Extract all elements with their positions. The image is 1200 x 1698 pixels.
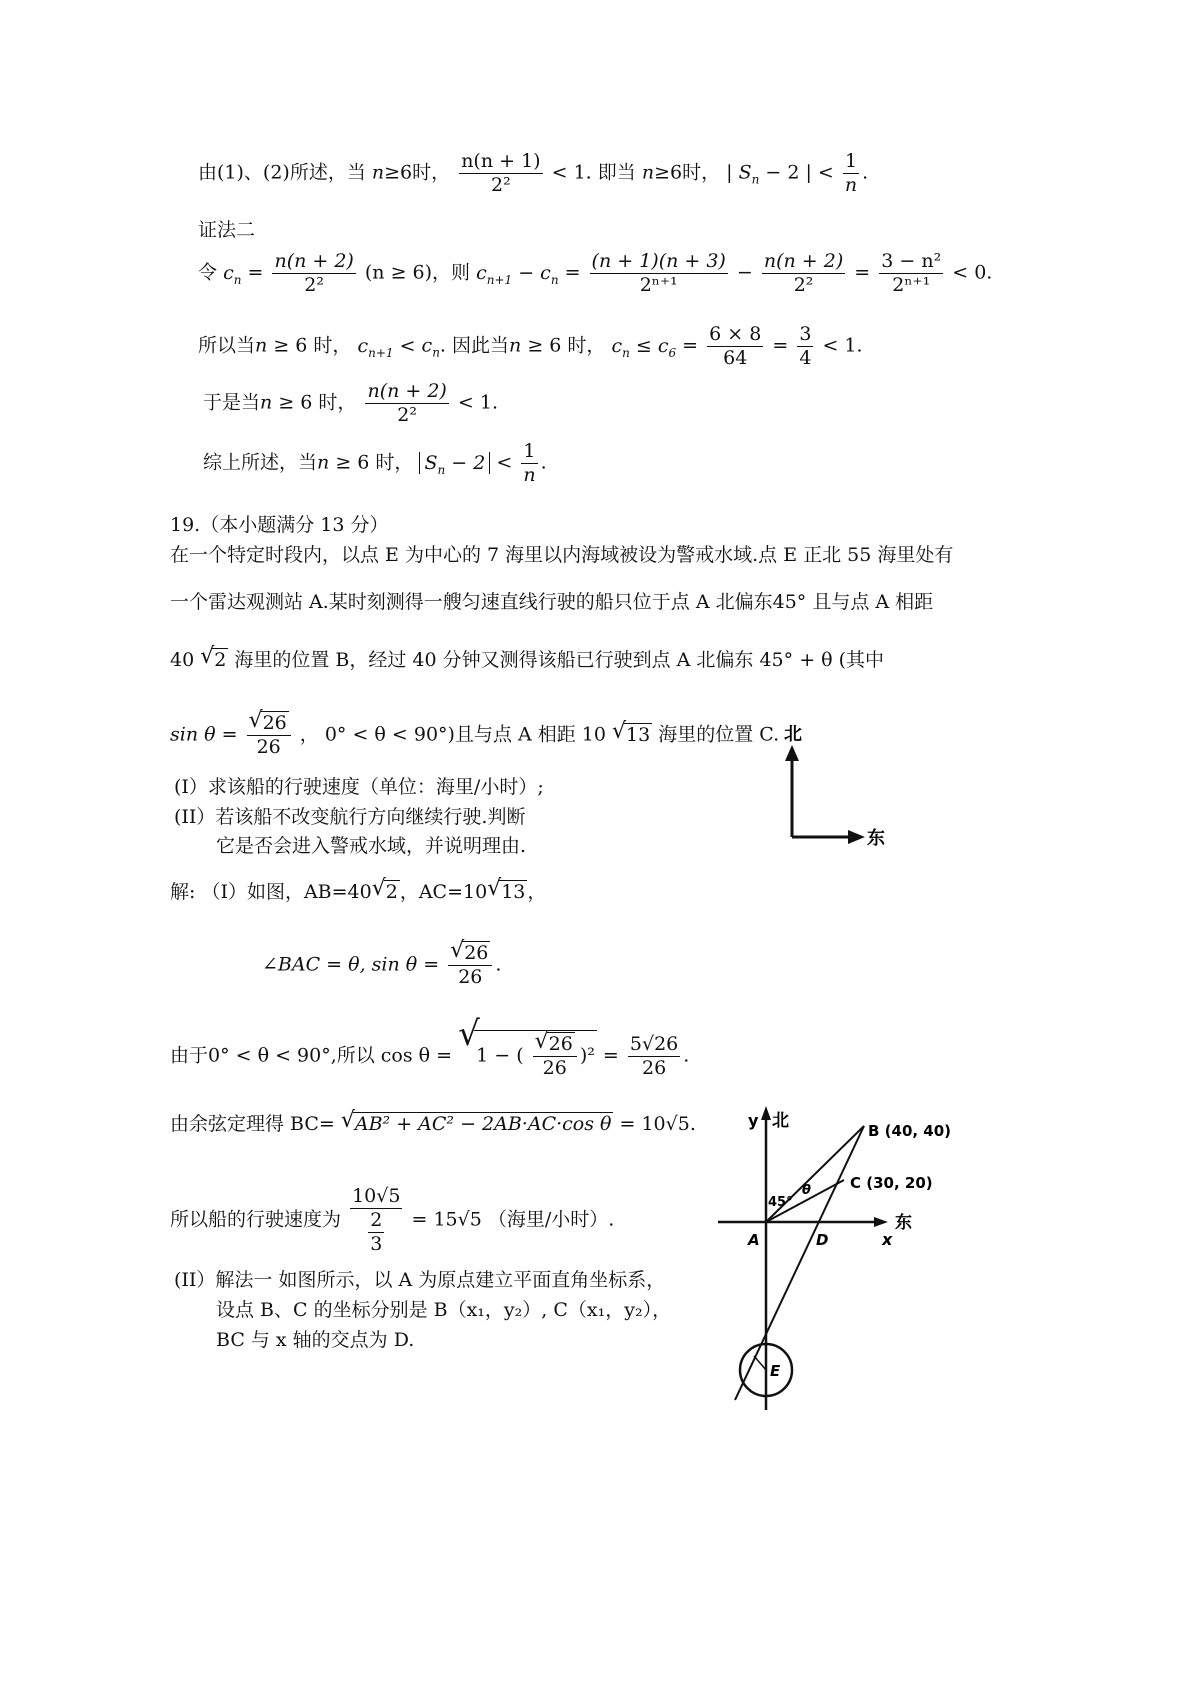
- fraction: $\frac{6 \times 8}{64}$: [709, 323, 762, 369]
- point-a-label: A: [748, 1231, 760, 1249]
- north-label: 北: [784, 724, 802, 745]
- fraction: $\frac{1}{n}$: [844, 150, 858, 196]
- question-header: 19.（本小题满分 13 分）: [170, 514, 389, 536]
- sub-question-1: (I）求该船的行驶速度（单位：海里/小时）;: [174, 776, 544, 798]
- point-b-label: B (40, 40): [868, 1122, 952, 1140]
- coordinate-figure: [710, 1100, 990, 1420]
- fraction: $\frac{n(n + 1)}{\text{2²}}$: [461, 150, 541, 196]
- question-para-2: 一个雷达观测站 A.某时刻测得一艘匀速直线行驶的船只位于点 A 北偏东45° 且与点 A 相距: [170, 591, 934, 613]
- radical: √ 13: [612, 718, 651, 746]
- solution-line-7: 设点 B、C 的坐标分别是 B（x₁，y₂）, C（x₁，y₂），: [216, 1299, 672, 1321]
- solution-line-8: BC 与 x 轴的交点为 D.: [216, 1329, 415, 1351]
- point-e-label: E: [770, 1362, 781, 1380]
- angle-theta-label: θ: [802, 1183, 811, 1198]
- fraction: $\frac{3}{4}$: [799, 323, 812, 369]
- solution-line-3: 由于0° < θ < 90°,所以 cos θ = √ 1 − ( √ 26 26 )² = $\frac{5√26}{26}$ .: [170, 1014, 690, 1079]
- question-para-3: 40 √ 2 海里的位置 B，经过 40 分钟又测得该船已行驶到点 A 北偏东 45° + θ (其中: [170, 644, 885, 671]
- radical: √ 1 − ( √ 26 26 )²: [458, 1014, 595, 1079]
- fraction: √ 26 26: [448, 942, 492, 989]
- compass-figure: [770, 715, 920, 865]
- fraction: $\frac{n(n + 2)}{\text{2²}}$: [763, 250, 844, 296]
- fraction: $\frac{n(n + 2)}{\text{2²}}$: [367, 380, 447, 426]
- sub-question-2-cont: 它是否会进入警戒水域，并说明理由.: [216, 835, 527, 857]
- fraction: $\frac{(n + 1)(n + 3)}{\text{2ⁿ⁺¹}}$: [591, 250, 726, 296]
- proof-line-1: 由(1)、(2)所述，当 n≥6时， $\frac{n(n + 1)}{\text{2²}}$ < 1. 即当 n≥6时， | $S_n - 2$ | < $\frac{1}{n}$ .: [198, 150, 869, 196]
- x-axis-label: x: [882, 1230, 893, 1249]
- y-axis-label: y: [748, 1111, 759, 1130]
- solution-line-4: 由余弦定理得 BC= √ AB² + AC² − 2AB·AC·cos θ = 10√5.: [170, 1108, 696, 1135]
- solution-line-5: 所以船的行驶速度为 $\frac{10√5}{\frac{2}{3}}$ = 15√5 （海里/小时）.: [170, 1185, 615, 1255]
- proof-line-4: 所以当n ≥ 6 时， $c_{n+1} < c_n$. 因此当n ≥ 6 时， $c_n \le c_6$ = $\frac{6 \times 8}{64}$ = $\frac{3}{4}$ < 1.: [198, 323, 863, 369]
- fraction: $\frac{1}{n}$: [523, 440, 536, 486]
- solution-line-2: ∠BAC = θ, sin θ = √ 26 26 .: [262, 938, 502, 988]
- proof-line-5: 于是当n ≥ 6 时， $\frac{n(n + 2)}{\text{2²}}$ < 1.: [203, 380, 498, 426]
- radical: √ AB² + AC² − 2AB·AC·cos θ: [340, 1108, 612, 1135]
- point-c-label: C (30, 20): [850, 1174, 933, 1192]
- proof-line-3: 令 $c_n$ = $\frac{n(n + 2)}{\text{2²}}$ (n ≥ 6)，则 $c_{n+1} - c_n$ = $\frac{(n + 1)(n + 3)}{\text{2ⁿ⁺¹}}$ − $\frac{n(n + 2)}{\text{2²}}$ = $\frac{\text{3 − n²}}{\text{2ⁿ⁺¹}}$ < 0.: [198, 250, 993, 296]
- angle-45-label: 45°: [768, 1195, 793, 1210]
- fraction: $\frac{5√26}{26}$: [629, 1033, 679, 1079]
- north-label: 北: [772, 1111, 789, 1131]
- fraction: $\frac{\text{3 − n²}}{\text{2ⁿ⁺¹}}$: [881, 250, 942, 296]
- method-2-heading: 证法二: [198, 219, 256, 241]
- east-label: 东: [895, 1213, 912, 1233]
- radical: √ 2: [200, 644, 227, 671]
- point-d-label: D: [816, 1231, 829, 1249]
- question-para-1: 在一个特定时段内，以点 E 为中心的 7 海里以内海域被设为警戒水域.点 E 正北 55 海里处有: [170, 544, 954, 566]
- solution-line-1: 解: （I）如图，AB=40 √ 2 ，AC=10 √ 13 ，: [170, 876, 547, 903]
- fraction: √ 26 26: [247, 712, 291, 759]
- solution-line-6: (II）解法一 如图所示，以 A 为原点建立平面直角坐标系，: [174, 1269, 666, 1291]
- proof-line-6: 综上所述，当n ≥ 6 时， $S_n - 2$ < $\frac{1}{n}$ .: [203, 440, 547, 486]
- fraction: $\frac{n(n + 2)}{\text{2²}}$: [274, 250, 354, 296]
- east-label: 东: [867, 828, 885, 849]
- question-para-4: sin θ = √ 26 26 ， 0° < θ < 90°)且与点 A 相距 10 √ 13 海里的位置 C.: [170, 708, 780, 758]
- fraction: $\frac{10√5}{\frac{2}{3}}$: [352, 1185, 401, 1255]
- sub-question-2: (II）若该船不改变航行方向继续行驶.判断: [174, 806, 526, 828]
